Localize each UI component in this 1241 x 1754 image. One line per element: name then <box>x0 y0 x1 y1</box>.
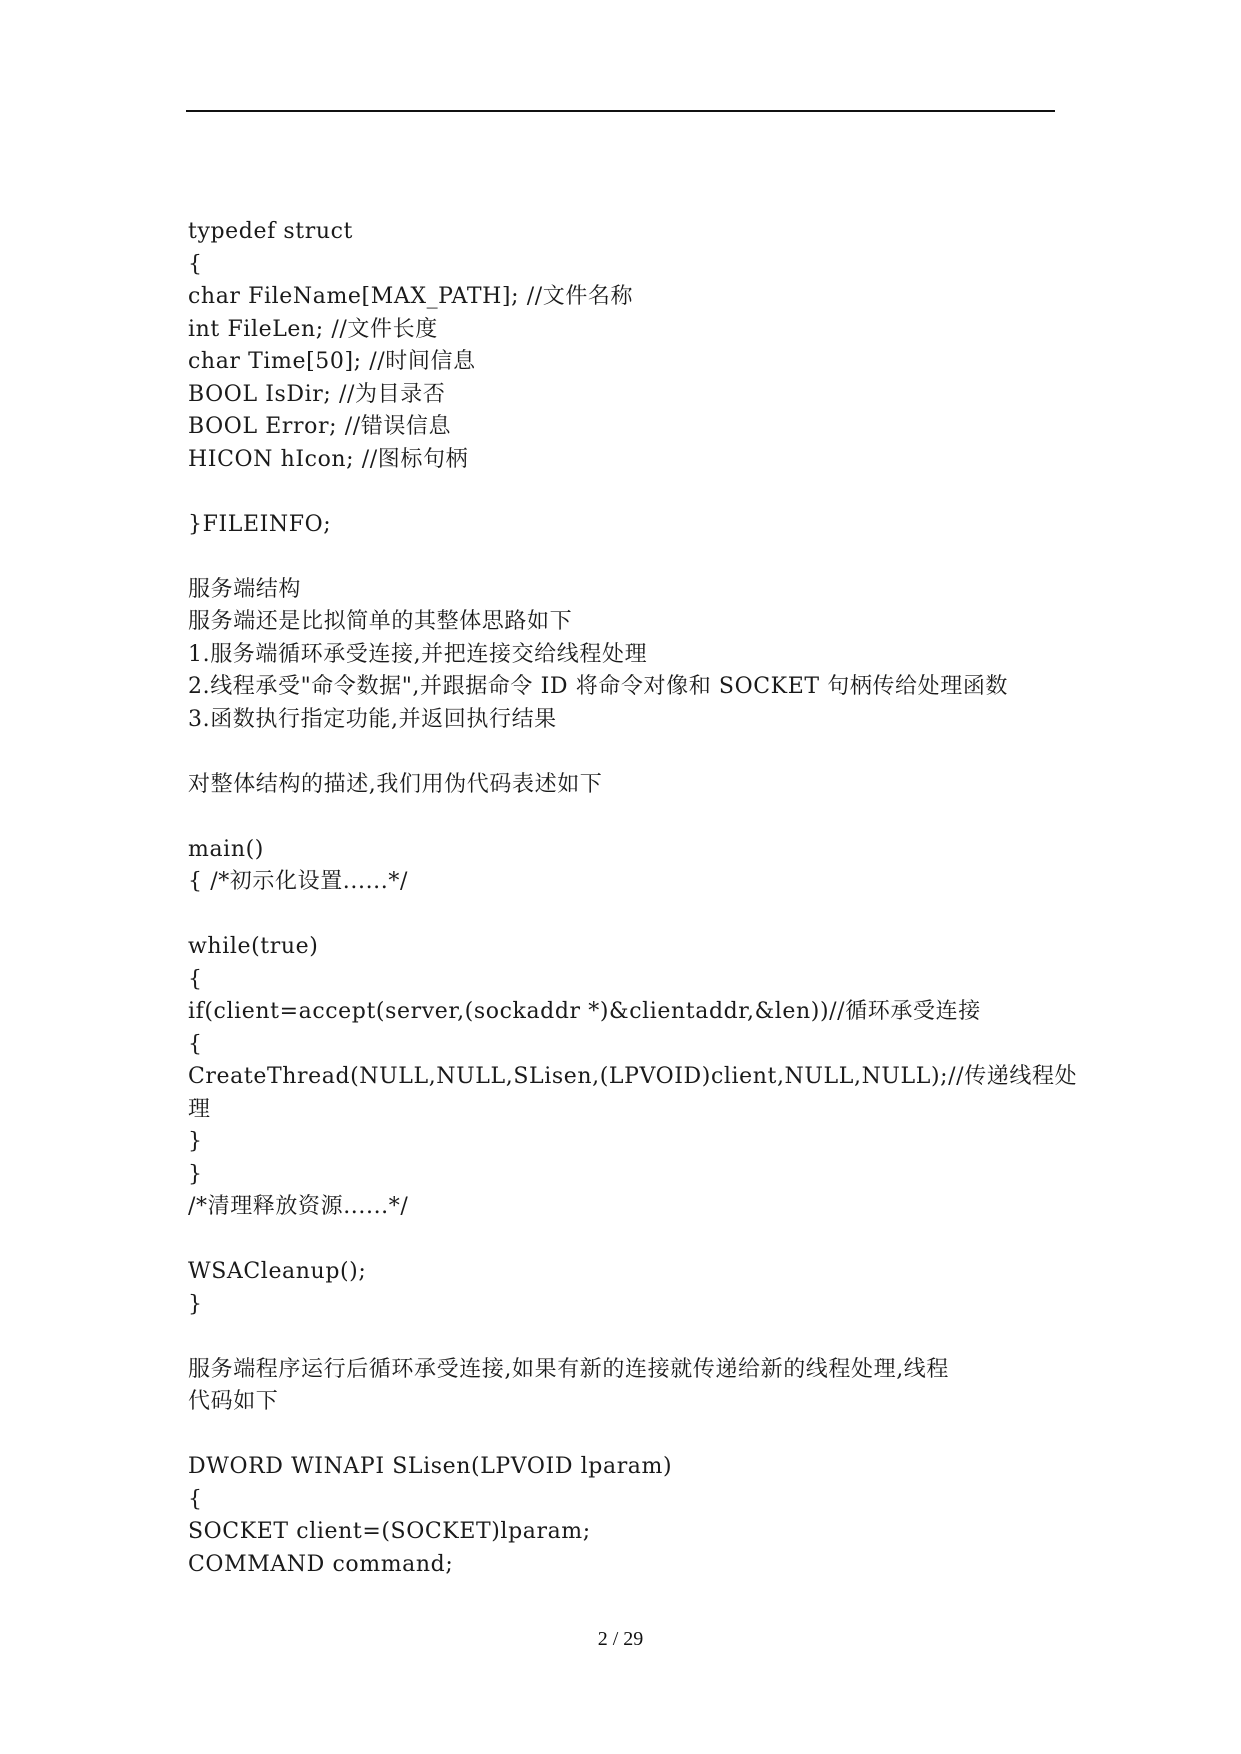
text-line: { <box>188 1486 203 1512</box>
text-line: } <box>188 1129 203 1154</box>
blank-line <box>188 736 1058 769</box>
text-line: 代码如下 <box>188 1389 279 1414</box>
text-line: { <box>188 251 203 277</box>
blank-line <box>188 899 1058 932</box>
text-line: { <box>188 966 203 992</box>
text-line: WSACleanup(); <box>188 1259 367 1284</box>
text-line: int FileLen; //文件长度 <box>188 316 438 342</box>
text-line: 服务端还是比拟简单的其整体思路如下 <box>188 609 573 634</box>
text-line: char FileName[MAX_PATH]; //文件名称 <box>188 284 634 309</box>
text-line: { <box>188 1031 203 1057</box>
blank-line <box>188 476 1058 509</box>
blank-line <box>188 541 1058 574</box>
text-line: 对整体结构的描述,我们用伪代码表述如下 <box>188 771 603 797</box>
text-line: 2.线程承受"命令数据",并跟据命令 ID 将命令对像和 SOCKET 句柄传给处理函数 <box>188 674 1009 699</box>
blank-line <box>188 1321 1058 1354</box>
text-line: } <box>188 1161 203 1187</box>
document-body <box>188 216 1078 1581</box>
text-line: HICON hIcon; //图标句柄 <box>188 446 469 472</box>
page-number: 2 / 29 <box>597 1628 644 1650</box>
text-line: 服务端程序运行后循环承受连接,如果有新的连接就传递给新的线程处理,线程 <box>188 1356 949 1382</box>
text-line: DWORD WINAPI SLisen(LPVOID lparam) <box>188 1454 673 1479</box>
text-line: { /*初示化设置......*/ <box>188 869 408 894</box>
blank-line <box>188 801 1058 834</box>
text-line: 3.函数执行指定功能,并返回执行结果 <box>188 706 557 732</box>
text-line: char Time[50]; //时间信息 <box>188 349 476 374</box>
text-line: while(true) <box>188 934 319 959</box>
text-line: typedef struct <box>188 219 353 244</box>
text-line: } <box>188 1291 203 1317</box>
text-line: BOOL Error; //错误信息 <box>188 414 452 439</box>
text-line: 理 <box>188 1096 211 1122</box>
text-line: 1.服务端循环承受连接,并把连接交给线程处理 <box>188 641 648 667</box>
text-line: COMMAND command; <box>188 1551 454 1577</box>
text-line: CreateThread(NULL,NULL,SLisen,(LPVOID)client,NULL,NULL);//传递线程处 <box>188 1064 1078 1089</box>
text-line: main() <box>188 836 264 862</box>
section-heading: 服务端结构 <box>188 576 302 602</box>
text-line: BOOL IsDir; //为目录否 <box>188 381 446 407</box>
text-line: /*清理释放资源......*/ <box>188 1194 409 1219</box>
text-line: SOCKET client=(SOCKET)lparam; <box>188 1519 591 1544</box>
blank-line <box>188 1419 1058 1452</box>
text-line: }FILEINFO; <box>188 511 332 537</box>
blank-line <box>188 1224 1058 1257</box>
text-line: if(client=accept(server,(sockaddr *)&clientaddr,&len))//循环承受连接 <box>188 999 981 1024</box>
header-rule <box>186 110 1055 112</box>
